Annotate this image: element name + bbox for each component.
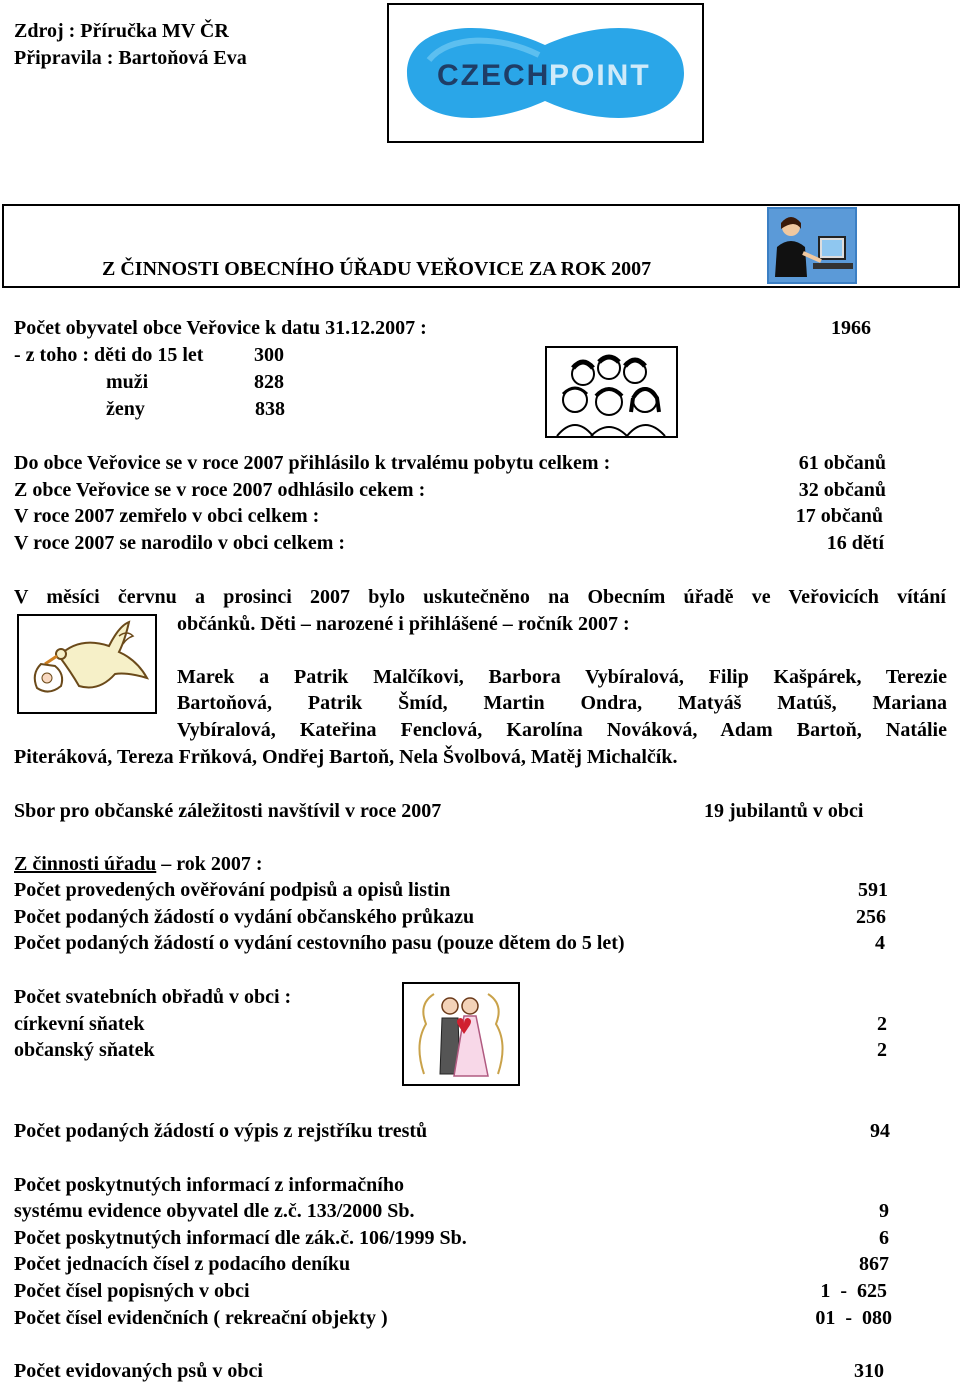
source-line: Zdroj : Příručka MV ČR	[14, 20, 229, 42]
info-row-label: Počet poskytnutých informací dle zák.č. 106/1999 Sb.	[14, 1227, 467, 1249]
welcome-names-line3: Vybíralová, Kateřina Fenclová, Karolína Nováková, Adam Bartoň, Natálie	[177, 719, 947, 741]
welcome-intro-line1: V měsíci červnu a prosinci 2007 bylo uskutečněno na Obecním úřadě ve Veřovicích vítání	[14, 586, 946, 608]
office-worker-image	[767, 207, 857, 284]
population-total-value: 1966	[831, 317, 871, 339]
movement-label: V roce 2007 zemřelo v obci celkem :	[14, 505, 320, 527]
info-row-label: Počet čísel popisných v obci	[14, 1280, 250, 1302]
people-group-image	[545, 346, 678, 438]
dogs-label: Počet evidovaných psů v obci	[14, 1360, 263, 1382]
movement-value: 32 občanů	[798, 479, 886, 501]
welcome-names-line4: Piteráková, Tereza Frňková, Ondřej Bartoň, Nela Švolbová, Matěj Michalčík.	[14, 746, 678, 768]
logo-text-point: POINT	[549, 59, 651, 92]
czechpoint-logo-graphic	[389, 5, 702, 141]
civil-wedding-label: občanský sňatek	[14, 1039, 155, 1061]
office-heading-underlined: Z činnosti úřadu	[14, 853, 157, 875]
movement-label: Do obce Veřovice se v roce 2007 přihlásilo k trvalému pobytu celkem :	[14, 452, 611, 474]
movement-label: V roce 2007 se narodilo v obci celkem :	[14, 532, 346, 554]
info-line1: Počet poskytnutých informací z informačního	[14, 1174, 404, 1196]
welcome-names-line2: Bartoňová, Patrik Šmíd, Martin Ondra, Matyáš Matúš, Mariana	[177, 692, 947, 714]
welcome-intro-line2: občánků. Děti – narozené i přihlášené – ročník 2007 :	[177, 613, 630, 635]
criminal-record-value: 94	[870, 1120, 890, 1142]
czechpoint-logo	[387, 3, 704, 143]
population-total-label: Počet obyvatel obce Veřovice k datu 31.12.2007 :	[14, 317, 427, 339]
criminal-record-label: Počet podaných žádostí o výpis z rejstříku trestů	[14, 1120, 428, 1142]
office-heading	[14, 851, 263, 877]
dogs-value: 310	[854, 1360, 884, 1382]
info-row-value: 867	[859, 1253, 889, 1275]
welcome-names-line1: Marek a Patrik Malčíkovi, Barbora Vybíralová, Filip Kašpárek, Terezie	[177, 666, 947, 688]
movement-label: Z obce Veřovice se v roce 2007 odhlásilo cekem :	[14, 479, 426, 501]
info-row-value: 6	[879, 1227, 889, 1249]
church-wedding-label: církevní sňatek	[14, 1013, 145, 1035]
info-row-value: 1 - 625	[820, 1280, 887, 1302]
women-label: ženy	[106, 398, 145, 420]
stork-image	[17, 614, 157, 714]
page-title: Z ČINNOSTI OBECNÍHO ÚŘADU VEŘOVICE ZA ROK 2007	[102, 258, 652, 280]
prepared-by-line: Připravila : Bartoňová Eva	[14, 47, 247, 69]
civil-wedding-value: 2	[877, 1039, 887, 1061]
jubilee-label: Sbor pro občanské záležitosti navštívil v roce 2007	[14, 800, 442, 822]
church-wedding-value: 2	[877, 1013, 887, 1035]
wedding-couple-image	[402, 982, 520, 1086]
women-value: 838	[255, 398, 285, 420]
info-row-label: Počet jednacích čísel z podacího deníku	[14, 1253, 351, 1275]
office-heading-rest: – rok 2007 :	[156, 853, 263, 875]
children-value: 300	[254, 344, 284, 366]
movement-value: 16 dětí	[826, 532, 884, 554]
men-value: 828	[254, 371, 284, 393]
info-row-label: systému evidence obyvatel dle z.č. 133/2000 Sb.	[14, 1200, 415, 1222]
info-row-value: 9	[879, 1200, 889, 1222]
movement-value: 17 občanů	[795, 505, 883, 527]
men-label: muži	[106, 371, 149, 393]
jubilee-value: 19 jubilantů v obci	[704, 800, 864, 822]
weddings-heading: Počet svatebních obřadů v obci :	[14, 986, 292, 1008]
movement-value: 61 občanů	[798, 452, 886, 474]
logo-text-czech: CZECH	[437, 59, 551, 92]
office-row-value: 4	[875, 932, 885, 954]
office-row-label: Počet podaných žádostí o vydání občanského průkazu	[14, 906, 475, 928]
info-row-value: 01 - 080	[815, 1307, 892, 1329]
office-row-value: 591	[858, 879, 888, 901]
office-row-label: Počet podaných žádostí o vydání cestovního pasu (pouze dětem do 5 let)	[14, 932, 625, 954]
info-row-label: Počet čísel evidenčních ( rekreační objekty )	[14, 1307, 388, 1329]
children-label: - z toho : děti do 15 let	[14, 344, 204, 366]
office-row-value: 256	[856, 906, 886, 928]
office-row-label: Počet provedených ověřování podpisů a opisů listin	[14, 879, 451, 901]
